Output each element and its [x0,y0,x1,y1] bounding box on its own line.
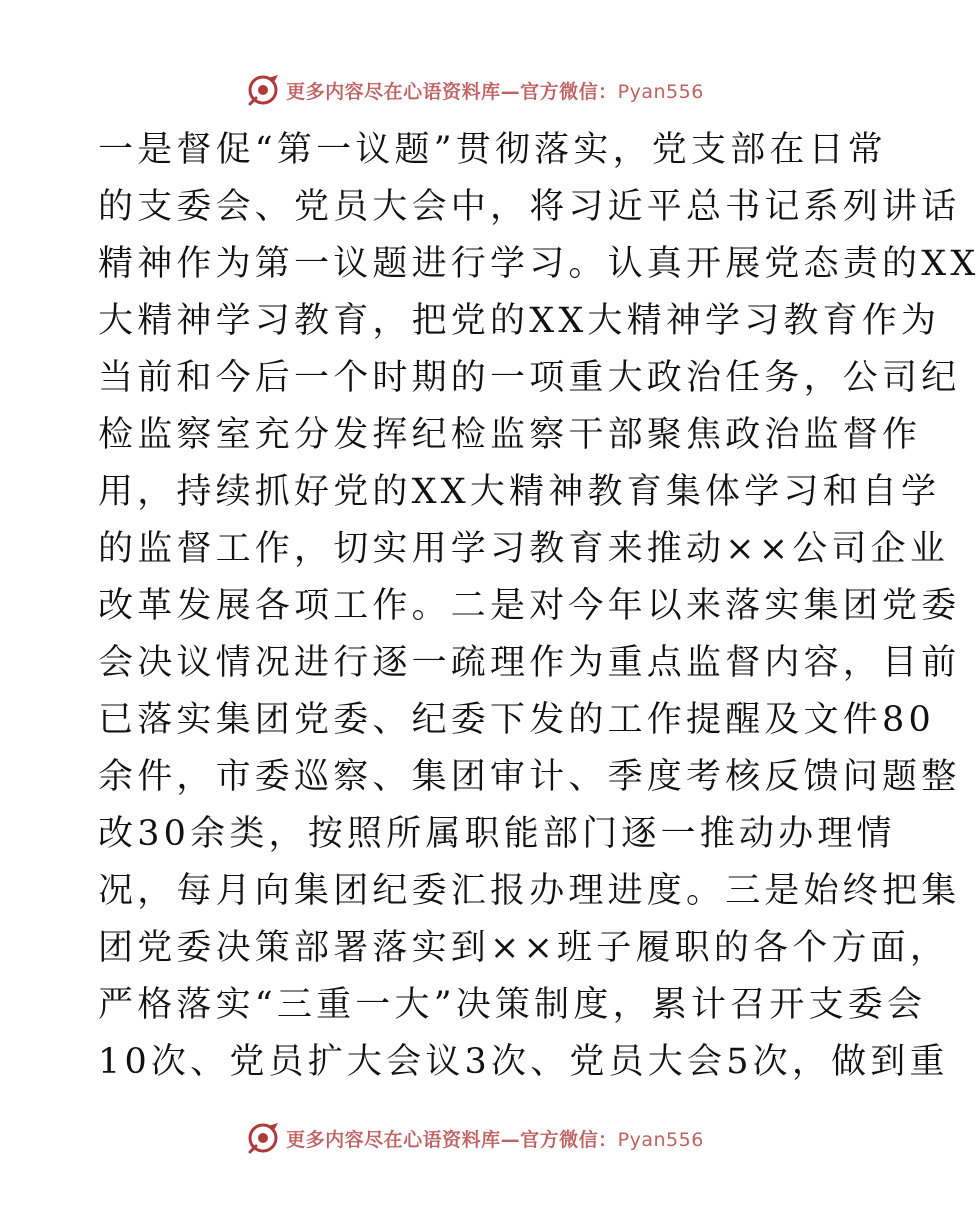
text-line: 检监察室充分发挥纪检监察干部聚焦政治监督作 [98,415,922,455]
text-line: 团党委决策部署落实到××班子履职的各个方面， [98,928,950,968]
document-body [98,122,979,1091]
text-line: 一是督促“第一议题”贯彻落实，党支部在日常 [98,130,887,170]
logo-icon [246,1120,282,1156]
text-line: 精神作为第一议题进行学习。认真开展党态责的XX [98,244,979,284]
text-line: 况，每月向集团纪委汇报办理进度。三是始终把集 [98,871,961,911]
text-line: 余件，市委巡察、集团审计、季度考核反馈问题整 [98,757,961,797]
text-line: 的支委会、党员大会中，将习近平总书记系列讲话 [98,187,961,227]
text-line: 的监督工作，切实用学习教育来推动××公司企业 [98,529,950,569]
footer-watermark [0,1118,950,1158]
text-line: 改30余类，按照所属职能部门逐一推动办理情 [98,814,896,854]
watermark-text: 更多内容尽在心语资料库—官方微信：Pyan556 [286,80,704,103]
logo-icon [246,72,282,108]
text-line: 改革发展各项工作。二是对今年以来落实集团党委 [98,586,961,626]
text-line: 当前和今后一个时期的一项重大政治任务，公司纪 [98,358,961,398]
text-line: 严格落实“三重一大”决策制度，累计召开支委会 [98,985,927,1025]
text-line: 用，持续抓好党的XX大精神教育集体学习和自学 [98,472,941,512]
text-line: 已落实集团党委、纪委下发的工作提醒及文件80 [98,700,935,740]
text-line: 大精神学习教育，把党的XX大精神学习教育作为 [98,301,941,341]
watermark-text: 更多内容尽在心语资料库—官方微信：Pyan556 [286,1128,704,1151]
header-watermark [0,70,950,110]
text-line: 会决议情况进行逐一疏理作为重点监督内容，目前 [98,643,961,683]
text-line: 10次、党员扩大会议3次、党员大会5次，做到重 [98,1042,949,1082]
